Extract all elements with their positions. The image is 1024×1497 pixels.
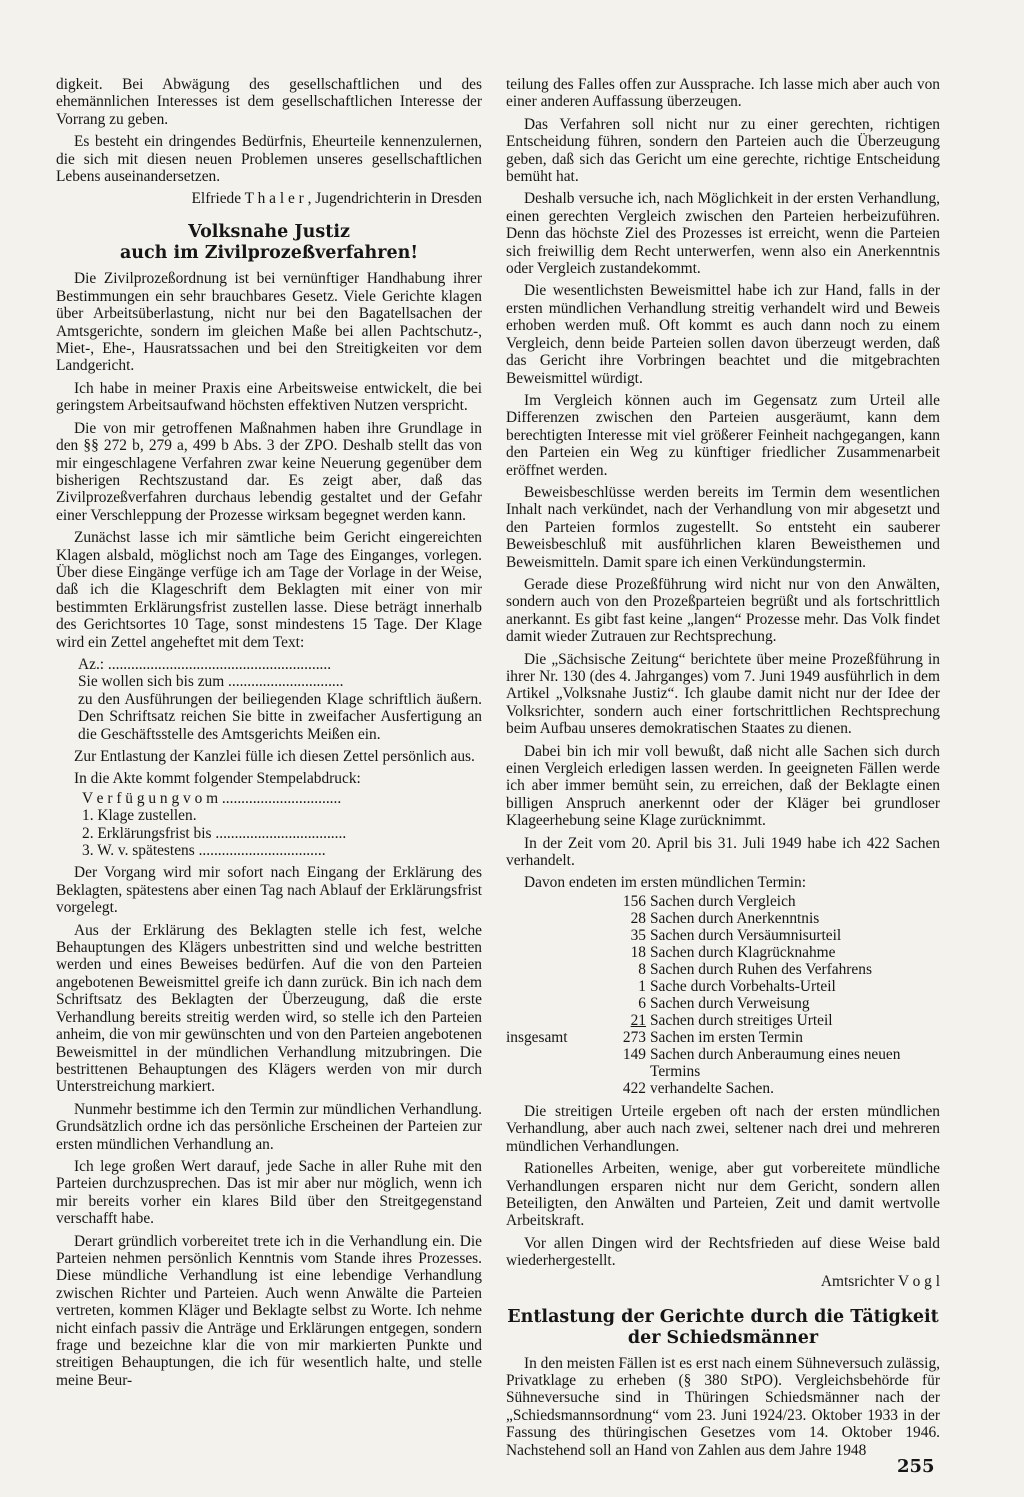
paragraph: Davon endeten im ersten mündlichen Termin:	[524, 874, 807, 892]
stats-label	[506, 1080, 616, 1097]
article-title-line: Volksnahe Justiz	[188, 222, 350, 243]
article-title	[56, 222, 482, 264]
paragraph: In die Akte kommt folgender Stempelabdruck:	[74, 770, 361, 788]
paragraph: digkeit. Bei Abwägung des gesellschaftlichen und des ehemännlichen Interesses ist dem gesellschaftlichen Interesse der Vorrang zu geben.	[56, 76, 482, 128]
paragraph: Zunächst lasse ich mir sämtliche beim Gericht eingereichten Klagen alsbald, möglichst noch am Tage des Einganges, vorlegen. Über diese Eingänge verfüge ich am Tage der Vorlage in der Weise, daß ich die Klageschrift dem Beklagten mit einer von mir bestimmten Erklärungsfrist zustellen lasse. Diese beträgt innerhalb des Gerichtsortes 10 Tage, sonst mindestens 15 Tage. Der Klage wird ein Zettel angeheftet mit dem Text:	[56, 529, 482, 651]
paragraph: In der Zeit vom 20. April bis 31. Juli 1949 habe ich 422 Sachen verhandelt.	[506, 834, 940, 870]
paragraph: Derart gründlich vorbereitet trete ich in die Verhandlung ein. Die Parteien nehmen persönlich Kenntnis vom Stande ihres Prozesses. Diese mündliche Verhandlung ist eine lebendige Verhandlung zwischen Richter und Parteien. Auch wenn Anwälte die Parteien vertreten, kommen Kläger und Beklagte selbst zu Worte. Ich nehme nicht einfach passiv die Anträge und Erklärungen entgegen, sondern frage und bezeichne klar die von mir markierten Punkte und streitigen Behauptungen, die ich für wesentlich halte, und stelle meine Beur-	[56, 1232, 482, 1389]
stats-label	[506, 1046, 616, 1080]
paragraph: In den meisten Fällen ist es erst nach einem Sühneversuch zulässig, Privatklage zu erheben (§ 380 StPO). Vergleichsbehörde für Sühneversuche sind in Thüringen Schiedsmänner nach der „Schiedsmannsordnung“ vom 23. Juni 1924/23. Oktober 1933 in der Fassung des thüringischen Gesetzes vom 14. Oktober 1946. Nachstehend soll an Hand von Zahlen aus dem Jahre 1948	[506, 1354, 940, 1459]
stats-count: 28	[630, 909, 646, 927]
table-row	[506, 1012, 940, 1029]
stats-description: Sachen durch streitiges Urteil	[650, 1011, 833, 1029]
table-row	[506, 995, 940, 1012]
stamp-block	[82, 790, 482, 860]
stats-label	[506, 961, 616, 978]
paragraph: Nunmehr bestimme ich den Termin zur mündlichen Verhandlung. Grundsätzlich ordne ich das persönliche Erscheinen der Parteien zur ersten mündlichen Verhandlung an.	[56, 1100, 482, 1153]
form-slip	[78, 656, 482, 743]
paragraph: Zur Entlastung der Kanzlei fülle ich diesen Zettel persönlich aus.	[74, 748, 475, 765]
stats-description: Sachen durch Versäumnisurteil	[650, 926, 842, 944]
paragraph: Die streitigen Urteile ergeben oft nach der ersten mündlichen Verhandlung, aber auch nach zwei, seltener nach drei und mehreren mündlichen Verhandlungen.	[506, 1102, 940, 1155]
stats-count: 8	[638, 960, 646, 978]
stats-description: Sachen durch Vergleich	[650, 892, 796, 910]
left-column	[56, 76, 482, 1394]
table-row	[506, 944, 940, 961]
paragraph: Beweisbeschlüsse werden bereits im Termin dem wesentlichen Inhalt nach verkündet, nach der Verhandlung von mir abgesetzt und den Parteien formlos zugestellt. So entsteht ein sauberer Beweisbeschluß mit ausführlichen klaren Beweisthemen und Beweismitteln. Damit spare ich einen Verkündungstermin.	[506, 483, 940, 571]
table-row	[506, 910, 940, 927]
stats-description: Sachen durch Verweisung	[650, 994, 810, 1012]
stats-label: insgesamt	[506, 1028, 568, 1046]
paragraph: Es besteht ein dringendes Bedürfnis, Eheurteile kennenzulernen, die sich mit diesen neuen Problemen unseres gesellschaftlichen Lebens auseinandersetzen.	[56, 133, 482, 186]
paragraph: Vor allen Dingen wird der Rechtsfrieden auf diese Weise bald wiederhergestellt.	[506, 1234, 940, 1270]
paragraph: Die „Sächsische Zeitung“ berichtete über meine Prozeßführung in ihrer Nr. 130 (des 4. Jahrganges) vom 7. Juni 1949 ausführlich in dem Artikel „Volksnahe Justiz“. Ich glaube damit nicht nur der Idee der Volksrichter, sondern auch einer fortschrittlichen Rechtsprechung beim Aufbau unseres demokratischen Staates zu dienen.	[506, 650, 940, 738]
stats-description: Sachen durch Ruhen des Verfahrens	[650, 960, 872, 978]
paragraph: Gerade diese Prozeßführung wird nicht nur von den Anwälten, sondern auch von den Prozeßparteien begrüßt und als fortschrittlich anerkannt. Es gibt fast keine „langen“ Prozesse mehr. Das Volk findet damit wieder Zutrauen zur Rechtsprechung.	[506, 575, 940, 646]
stats-count: 35	[630, 926, 646, 944]
form-text: zu den Ausführungen der beiliegenden Klage schriftlich äußern. Den Schriftsatz reichen Sie bitte in zweifacher Ausfertigung an die Geschäftsstelle des Amtsgerichts Meißen ein.	[78, 690, 482, 743]
article-title: Entlastung der Gerichte durch die Tätigkeit der Schiedsmänner	[507, 1306, 939, 1348]
paragraph: Die Zivilprozeßordnung ist bei vernünftiger Handhabung ihrer Bestimmungen ein sehr brauchbares Gesetz. Viele Gerichte klagen über Arbeitsüberlastung, nicht nur bei den Bagatellsachen der Amtsgerichte, sondern im gleichen Maße bei allen Pachtschutz-, Miet-, Ehe-, Hausratssachen und bei den Streitigkeiten vor dem Landgericht.	[56, 270, 482, 375]
stats-label	[506, 927, 616, 944]
table-row	[506, 927, 940, 944]
paragraph: Rationelles Arbeiten, wenige, aber gut vorbereitete mündliche Verhandlungen ersparen nicht nur dem Gericht, sondern allen Beteiligten, den Anwälten und Parteien, Zeit und damit wertvolle Arbeitskraft.	[506, 1160, 940, 1230]
article-title-line: auch im Zivilprozeßverfahren!	[119, 243, 419, 264]
table-row	[506, 1046, 940, 1080]
stats-count: 156	[622, 892, 646, 910]
paragraph: Der Vorgang wird mir sofort nach Eingang der Erklärung des Beklagten, spätestens aber einen Tag nach Ablauf der Erklärungsfrist vorgelegt.	[56, 864, 482, 917]
paragraph: teilung des Falles offen zur Aussprache. Ich lasse mich aber auch von einer anderen Auffassung überzeugen.	[506, 76, 940, 111]
stats-description: Sachen durch Klagrücknahme	[650, 943, 836, 961]
stats-count: 149	[622, 1045, 646, 1063]
stamp-line: 3. W. v. spätestens .................................	[82, 842, 326, 860]
stats-count: 18	[630, 943, 646, 961]
right-column	[506, 76, 940, 1464]
page-number: 255	[897, 1456, 935, 1477]
table-row	[506, 978, 940, 995]
stats-label	[506, 944, 616, 961]
stats-label	[506, 893, 616, 910]
statistics-table	[506, 893, 940, 1097]
stamp-line: 2. Erklärungsfrist bis ..................................	[82, 824, 347, 842]
stats-count: 422	[622, 1079, 646, 1097]
paragraph: Ich lege großen Wert darauf, jede Sache in aller Ruhe mit den Parteien durchzusprechen. Das ist mir aber nur möglich, wenn ich mir bereits vorher ein klares Bild über den Streitgegenstand verschafft habe.	[56, 1157, 482, 1228]
stats-description: Sachen durch Anerkenntnis	[650, 909, 820, 927]
author-signature: Elfriede T h a l e r , Jugendrichterin in Dresden	[191, 190, 482, 208]
paragraph: Im Vergleich können auch im Gegensatz zum Urteil alle Differenzen zwischen den Parteien ausgeräumt, kann dem berechtigten Interesse mit viel größerer Feinheit nachgegangen, kann den Parteien ein Weg zu künftiger friedlicher Zusammenarbeit eröffnet werden.	[506, 391, 940, 479]
table-row	[506, 961, 940, 978]
stamp-line: V e r f ü g u n g v o m ...............................	[82, 789, 342, 807]
table-row	[506, 1029, 940, 1046]
stats-count: 21	[630, 1011, 646, 1029]
stats-description: Sache durch Vorbehalts-Urteil	[650, 977, 836, 995]
form-line: Az.: ..........................................................	[78, 655, 332, 673]
paragraph: Ich habe in meiner Praxis eine Arbeitsweise entwickelt, die bei geringstem Arbeitsaufwand höchsten effektiven Nutzen verspricht.	[56, 379, 482, 415]
form-line: Sie wollen sich bis zum ..............................	[78, 673, 344, 691]
stats-description: Sachen im ersten Termin	[650, 1028, 803, 1046]
stats-label	[506, 910, 616, 927]
stats-description: verhandelte Sachen.	[650, 1079, 774, 1097]
paragraph: Das Verfahren soll nicht nur zu einer gerechten, richtigen Entscheidung führen, sondern den Parteien auch die Überzeugung geben, daß sich das Gericht um eine gerechte, richtige Entscheidung bemüht hat.	[506, 115, 940, 186]
paragraph: Deshalb versuche ich, nach Möglichkeit in der ersten Verhandlung, einen gerechten Vergleich zwischen den Parteien herbeizuführen. Denn das höchste Ziel des Prozesses ist erreicht, wenn die Parteien sich freiwillig dem Recht unterwerfen, wenn also ein Anerkenntnis oder Vergleich zustandekommt.	[506, 190, 940, 278]
stats-count: 273	[622, 1028, 646, 1046]
paragraph: Die von mir getroffenen Maßnahmen haben ihre Grundlage in den §§ 272 b, 279 a, 499 b Abs. 3 der ZPO. Deshalb stellt das von mir eingeschlagene Verfahren zwar keine Neuerung gegenüber dem bisherigen Rechtszustand dar. Es zeigt aber, daß das Zivilprozeßverfahren durchaus lebendig gestaltet und der Gefahr einer Verschleppung der Prozesse wirksam begegnet werden kann.	[56, 419, 482, 524]
author-signature: Amtsrichter V o g l	[820, 1272, 940, 1290]
stats-description: Sachen durch Anberaumung eines neuen Termins	[650, 1045, 901, 1080]
table-row	[506, 1080, 940, 1097]
stats-label	[506, 995, 616, 1012]
table-row	[506, 893, 940, 910]
paragraph: Dabei bin ich mir voll bewußt, daß nicht alle Sachen sich durch einen Vergleich erledigen lassen werden. In geeigneten Fällen werde ich aber immer bemüht sein, zu erreichen, daß der Beklagte einen billigen Anspruch anerkennt oder der Kläger bei grundloser Klageerhebung seine Klage zurücknimmt.	[506, 742, 940, 830]
paragraph: Aus der Erklärung des Beklagten stelle ich fest, welche Behauptungen des Klägers unbestritten sind und welche bestritten werden und eines Beweises bedürfen. Auf die von den Parteien angebotenen Beweismittel greife ich dann zurück. Bin ich nach dem Schriftsatz des Beklagten der Überzeugung, daß die erste Verhandlung bereits streitig werden wird, so stelle ich den Parteien anheim, die von mir gewünschten und von den Parteien angebotenen Beweismittel in der mündlichen Verhandlung mitzubringen. Die bestrittenen Behauptungen des Klägers werden von mir durch Unterstreichung markiert.	[56, 921, 482, 1096]
stats-count: 6	[638, 994, 646, 1012]
stats-label	[506, 1012, 616, 1029]
paragraph: Die wesentlichsten Beweismittel habe ich zur Hand, falls in der ersten mündlichen Verhandlung streitig verhandelt wird und Beweis erhoben werden muß. Oft kommt es auch dann noch zu einem Vergleich, denn beide Parteien sollen davon überzeugt werden, daß das Gericht ihre Vorbringen beachtet und die mitgebrachten Beweismittel würdigt.	[506, 282, 940, 387]
stats-label	[506, 978, 616, 995]
stats-count: 1	[638, 977, 646, 995]
stamp-line: 1. Klage zustellen.	[82, 807, 197, 825]
